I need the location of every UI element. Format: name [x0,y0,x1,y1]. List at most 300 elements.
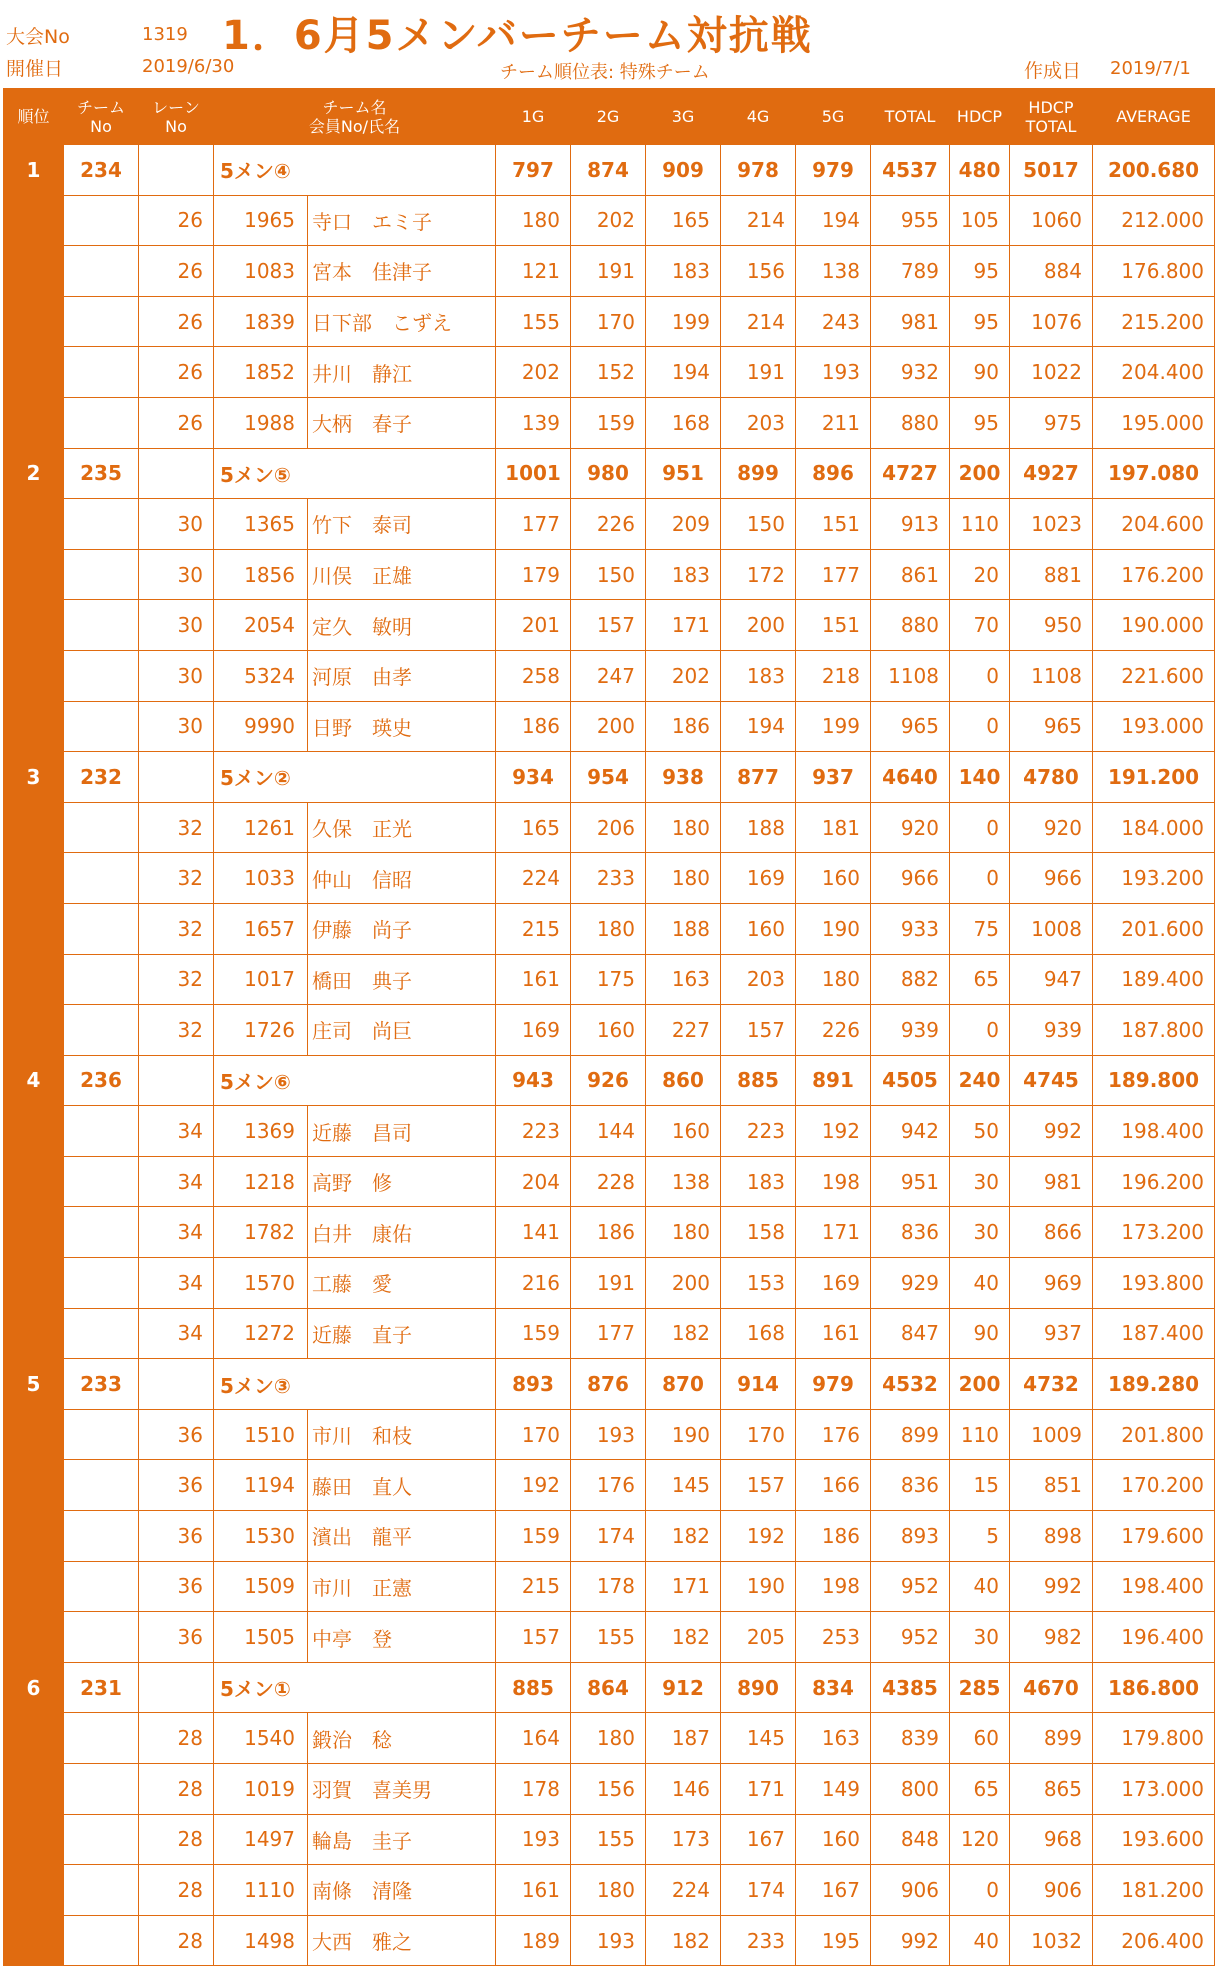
member-game-4: 167 [721,1814,796,1865]
member-hdcp: 95 [950,296,1010,347]
team-name: 5メン① [214,1662,496,1713]
team-row [4,1055,1215,1106]
member-name: 久保 正光 [308,802,496,853]
member-row [4,1106,1215,1157]
member-lane: 32 [139,954,214,1005]
member-game-3: 171 [646,1561,721,1612]
member-hdcp: 75 [950,903,1010,954]
member-game-3: 182 [646,1308,721,1359]
member-name: 工藤 愛 [308,1258,496,1309]
member-lane: 30 [139,600,214,651]
member-total: 966 [871,853,950,904]
member-name: 橋田 典子 [308,954,496,1005]
team-game-5: 979 [796,145,871,196]
team-no-empty [64,1713,139,1764]
member-total: 952 [871,1561,950,1612]
member-game-4: 233 [721,1915,796,1966]
member-row [4,1713,1215,1764]
member-game-4: 200 [721,600,796,651]
member-total: 848 [871,1814,950,1865]
member-game-1: 161 [496,954,571,1005]
team-no-empty [64,1258,139,1309]
member-hdcp: 20 [950,549,1010,600]
member-game-5: 195 [796,1915,871,1966]
team-average: 189.800 [1093,1055,1215,1106]
team-hdcp: 200 [950,1359,1010,1410]
member-game-3: 186 [646,701,721,752]
team-no: 231 [64,1662,139,1713]
member-average: 206.400 [1093,1915,1215,1966]
member-total: 800 [871,1764,950,1815]
member-game-5: 226 [796,1005,871,1056]
rank-empty [4,1460,64,1511]
member-game-3: 138 [646,1156,721,1207]
member-hdcp-total: 1022 [1010,347,1093,398]
member-game-2: 157 [571,600,646,651]
member-hdcp-total: 1076 [1010,296,1093,347]
team-average: 189.280 [1093,1359,1215,1410]
member-game-4: 205 [721,1612,796,1663]
member-total: 929 [871,1258,950,1309]
member-game-4: 203 [721,954,796,1005]
member-name: 定久 敏明 [308,600,496,651]
member-game-2: 180 [571,1865,646,1916]
rank-empty [4,853,64,904]
member-game-4: 158 [721,1207,796,1258]
member-game-1: 179 [496,549,571,600]
member-total: 899 [871,1409,950,1460]
team-no-empty [64,549,139,600]
member-lane: 36 [139,1460,214,1511]
member-name: 大柄 春子 [308,397,496,448]
member-lane: 28 [139,1915,214,1966]
member-total: 932 [871,347,950,398]
team-game-5: 834 [796,1662,871,1713]
member-name: 川俣 正雄 [308,549,496,600]
member-game-4: 174 [721,1865,796,1916]
member-row [4,246,1215,297]
member-hdcp: 15 [950,1460,1010,1511]
member-total: 1108 [871,650,950,701]
team-game-4: 890 [721,1662,796,1713]
member-game-4: 183 [721,1156,796,1207]
member-game-5: 151 [796,499,871,550]
member-lane: 26 [139,195,214,246]
member-game-5: 198 [796,1561,871,1612]
member-game-1: 159 [496,1511,571,1562]
team-game-2: 874 [571,145,646,196]
member-game-3: 183 [646,246,721,297]
member-lane: 32 [139,1005,214,1056]
rank-empty [4,1156,64,1207]
member-average: 196.400 [1093,1612,1215,1663]
member-name: 庄司 尚巨 [308,1005,496,1056]
team-rank: 5 [4,1359,64,1410]
member-row [4,1005,1215,1056]
member-game-2: 160 [571,1005,646,1056]
col-rank: 順位 [4,89,64,145]
col-lane-no: レーン No [139,89,214,145]
team-rank: 2 [4,448,64,499]
member-hdcp-total: 937 [1010,1308,1093,1359]
team-no-empty [64,954,139,1005]
member-game-3: 168 [646,397,721,448]
member-game-5: 253 [796,1612,871,1663]
member-average: 176.200 [1093,549,1215,600]
member-game-3: 194 [646,347,721,398]
member-game-4: 172 [721,549,796,600]
member-game-3: 182 [646,1915,721,1966]
member-hdcp-total: 982 [1010,1612,1093,1663]
col-g3: 3G [646,89,721,145]
member-no: 1988 [214,397,308,448]
member-average: 221.600 [1093,650,1215,701]
team-no-empty [64,903,139,954]
member-game-5: 198 [796,1156,871,1207]
rank-empty [4,1814,64,1865]
team-no-empty [64,650,139,701]
team-game-2: 926 [571,1055,646,1106]
member-hdcp-total: 898 [1010,1511,1093,1562]
member-game-1: 161 [496,1865,571,1916]
member-hdcp: 40 [950,1561,1010,1612]
member-game-4: 203 [721,397,796,448]
team-no-empty [64,1915,139,1966]
member-hdcp-total: 884 [1010,246,1093,297]
member-average: 198.400 [1093,1106,1215,1157]
member-row [4,650,1215,701]
created-label: 作成日 [1024,60,1082,82]
member-total: 906 [871,1865,950,1916]
team-total: 4385 [871,1662,950,1713]
team-game-3: 860 [646,1055,721,1106]
member-game-5: 199 [796,701,871,752]
rank-empty [4,347,64,398]
member-row [4,1814,1215,1865]
member-game-5: 186 [796,1511,871,1562]
team-total: 4537 [871,145,950,196]
col-name: チーム名 会員No/氏名 [214,89,496,145]
member-name: 中亭 登 [308,1612,496,1663]
member-hdcp-total: 968 [1010,1814,1093,1865]
member-no: 1365 [214,499,308,550]
member-hdcp: 0 [950,1005,1010,1056]
member-average: 204.400 [1093,347,1215,398]
member-game-2: 186 [571,1207,646,1258]
member-hdcp-total: 1060 [1010,195,1093,246]
team-no-empty [64,246,139,297]
member-lane: 28 [139,1713,214,1764]
member-no: 1369 [214,1106,308,1157]
member-game-5: 194 [796,195,871,246]
team-game-2: 864 [571,1662,646,1713]
member-average: 173.200 [1093,1207,1215,1258]
team-hdcp: 480 [950,145,1010,196]
member-name: 藤田 直人 [308,1460,496,1511]
team-game-2: 980 [571,448,646,499]
member-game-4: 192 [721,1511,796,1562]
team-total: 4727 [871,448,950,499]
member-average: 193.800 [1093,1258,1215,1309]
team-name: 5メン③ [214,1359,496,1410]
member-game-4: 153 [721,1258,796,1309]
team-hdcp-total: 4927 [1010,448,1093,499]
member-game-1: 193 [496,1814,571,1865]
team-hdcp-total: 5017 [1010,145,1093,196]
member-total: 861 [871,549,950,600]
member-game-2: 156 [571,1764,646,1815]
member-lane: 34 [139,1106,214,1157]
member-hdcp: 110 [950,1409,1010,1460]
member-name: 竹下 泰司 [308,499,496,550]
member-game-3: 227 [646,1005,721,1056]
member-hdcp: 65 [950,1764,1010,1815]
member-hdcp-total: 1009 [1010,1409,1093,1460]
team-rank: 3 [4,752,64,803]
page-header [0,0,1218,88]
member-game-1: 155 [496,296,571,347]
team-game-2: 954 [571,752,646,803]
member-name: 市川 正憲 [308,1561,496,1612]
member-game-2: 193 [571,1409,646,1460]
member-average: 184.000 [1093,802,1215,853]
member-hdcp-total: 965 [1010,701,1093,752]
member-average: 190.000 [1093,600,1215,651]
member-average: 215.200 [1093,296,1215,347]
member-game-5: 138 [796,246,871,297]
member-lane: 26 [139,347,214,398]
team-game-4: 885 [721,1055,796,1106]
member-total: 789 [871,246,950,297]
member-game-4: 157 [721,1005,796,1056]
col-g1: 1G [496,89,571,145]
member-lane: 26 [139,397,214,448]
member-row [4,347,1215,398]
team-hdcp-total: 4732 [1010,1359,1093,1410]
team-no-empty [64,1308,139,1359]
member-row [4,1409,1215,1460]
col-average: AVERAGE [1093,89,1215,145]
team-row [4,1359,1215,1410]
member-game-4: 191 [721,347,796,398]
member-hdcp: 40 [950,1258,1010,1309]
member-game-1: 170 [496,1409,571,1460]
member-game-5: 151 [796,600,871,651]
team-average: 186.800 [1093,1662,1215,1713]
member-game-2: 144 [571,1106,646,1157]
created-date: 2019/7/1 [1110,58,1191,79]
rank-empty [4,802,64,853]
member-row [4,802,1215,853]
member-total: 952 [871,1612,950,1663]
member-game-4: 157 [721,1460,796,1511]
member-row [4,954,1215,1005]
member-game-5: 243 [796,296,871,347]
member-no: 1856 [214,549,308,600]
table-header [4,89,1215,145]
rank-empty [4,1713,64,1764]
rank-empty [4,600,64,651]
member-lane: 36 [139,1561,214,1612]
member-name: 日野 瑛史 [308,701,496,752]
member-no: 1272 [214,1308,308,1359]
member-lane: 26 [139,246,214,297]
member-no: 1965 [214,195,308,246]
member-total: 913 [871,499,950,550]
member-name: 市川 和枝 [308,1409,496,1460]
team-hdcp: 140 [950,752,1010,803]
member-hdcp: 5 [950,1511,1010,1562]
rank-empty [4,903,64,954]
member-game-4: 150 [721,499,796,550]
member-average: 193.000 [1093,701,1215,752]
member-hdcp-total: 906 [1010,1865,1093,1916]
rank-empty [4,1865,64,1916]
rank-empty [4,296,64,347]
team-game-1: 1001 [496,448,571,499]
team-name: 5メン② [214,752,496,803]
rank-empty [4,1511,64,1562]
member-total: 839 [871,1713,950,1764]
team-game-5: 891 [796,1055,871,1106]
member-game-1: 169 [496,1005,571,1056]
member-no: 1782 [214,1207,308,1258]
team-name: 5メン⑥ [214,1055,496,1106]
member-game-5: 160 [796,853,871,904]
member-game-3: 173 [646,1814,721,1865]
team-no-empty [64,701,139,752]
member-game-1: 165 [496,802,571,853]
member-lane: 28 [139,1814,214,1865]
rank-empty [4,1308,64,1359]
member-game-3: 199 [646,296,721,347]
member-no: 1657 [214,903,308,954]
member-game-3: 209 [646,499,721,550]
member-name: 濱出 龍平 [308,1511,496,1562]
member-average: 173.000 [1093,1764,1215,1815]
member-game-3: 200 [646,1258,721,1309]
member-game-3: 146 [646,1764,721,1815]
member-no: 1505 [214,1612,308,1663]
member-game-5: 193 [796,347,871,398]
member-row [4,195,1215,246]
member-game-2: 155 [571,1814,646,1865]
member-game-2: 170 [571,296,646,347]
member-lane: 32 [139,853,214,904]
member-hdcp: 120 [950,1814,1010,1865]
member-game-4: 214 [721,296,796,347]
team-no: 232 [64,752,139,803]
member-game-5: 163 [796,1713,871,1764]
member-game-3: 145 [646,1460,721,1511]
member-hdcp-total: 865 [1010,1764,1093,1815]
member-lane: 26 [139,296,214,347]
team-name: 5メン④ [214,145,496,196]
member-no: 1497 [214,1814,308,1865]
member-total: 942 [871,1106,950,1157]
team-no-empty [64,1865,139,1916]
member-name: 宮本 佳津子 [308,246,496,297]
rank-empty [4,701,64,752]
member-game-4: 169 [721,853,796,904]
team-total: 4532 [871,1359,950,1410]
member-hdcp: 110 [950,499,1010,550]
member-average: 189.400 [1093,954,1215,1005]
member-total: 880 [871,397,950,448]
team-game-5: 937 [796,752,871,803]
team-row [4,752,1215,803]
member-game-4: 145 [721,1713,796,1764]
member-hdcp: 90 [950,1308,1010,1359]
team-game-1: 885 [496,1662,571,1713]
team-no-empty [64,1156,139,1207]
rank-empty [4,1915,64,1966]
team-hdcp: 200 [950,448,1010,499]
team-game-3: 912 [646,1662,721,1713]
member-average: 179.600 [1093,1511,1215,1562]
col-g2: 2G [571,89,646,145]
team-no-empty [64,802,139,853]
team-average: 191.200 [1093,752,1215,803]
member-game-1: 121 [496,246,571,297]
team-row [4,448,1215,499]
member-hdcp: 30 [950,1612,1010,1663]
member-average: 179.800 [1093,1713,1215,1764]
member-hdcp: 95 [950,397,1010,448]
member-lane: 32 [139,903,214,954]
team-hdcp-total: 4745 [1010,1055,1093,1106]
team-total: 4640 [871,752,950,803]
member-row [4,1511,1215,1562]
team-hdcp: 240 [950,1055,1010,1106]
team-hdcp-total: 4670 [1010,1662,1093,1713]
member-no: 9990 [214,701,308,752]
member-game-5: 192 [796,1106,871,1157]
member-lane: 30 [139,650,214,701]
member-game-5: 190 [796,903,871,954]
col-g4: 4G [721,89,796,145]
team-no-empty [64,1207,139,1258]
member-lane: 30 [139,549,214,600]
member-game-2: 178 [571,1561,646,1612]
member-game-5: 167 [796,1865,871,1916]
member-game-3: 182 [646,1511,721,1562]
member-name: 仲山 信昭 [308,853,496,904]
tournament-no-label: 大会No [6,26,70,48]
member-row [4,296,1215,347]
team-no-empty [64,347,139,398]
team-hdcp-total: 4780 [1010,752,1093,803]
member-average: 193.200 [1093,853,1215,904]
member-hdcp-total: 881 [1010,549,1093,600]
team-rank: 6 [4,1662,64,1713]
member-row [4,1612,1215,1663]
member-row [4,1258,1215,1309]
member-game-5: 169 [796,1258,871,1309]
rank-empty [4,499,64,550]
member-game-3: 180 [646,802,721,853]
member-game-4: 171 [721,1764,796,1815]
team-game-1: 797 [496,145,571,196]
member-game-5: 149 [796,1764,871,1815]
team-game-4: 899 [721,448,796,499]
member-no: 1852 [214,347,308,398]
member-game-5: 176 [796,1409,871,1460]
member-no: 1540 [214,1713,308,1764]
member-game-2: 180 [571,1713,646,1764]
member-name: 白井 康佑 [308,1207,496,1258]
member-game-1: 223 [496,1106,571,1157]
